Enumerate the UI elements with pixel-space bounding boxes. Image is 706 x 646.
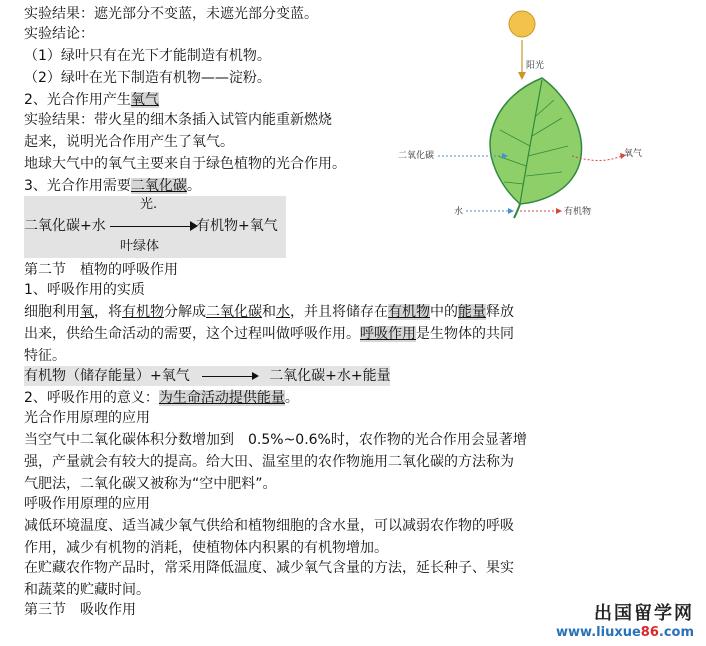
section-3-title: 第三节 吸收作用: [24, 602, 136, 618]
organic-label: 有机物: [564, 207, 592, 217]
keyword-water: 水: [276, 304, 290, 320]
photosynthesis-equation: [24, 196, 286, 258]
arrow-head-icon: [252, 372, 259, 380]
keyword-oxygen: 氧气: [130, 92, 159, 108]
leaf-icon: [490, 78, 582, 204]
application-line-3: 气肥法，二氧化碳又被称为“空中肥料”。: [24, 476, 277, 492]
respiration-application-line-2: 作用，减少有机物的消耗，使植物体内积累的有机物增加。: [24, 540, 388, 556]
respiration-application-heading: 呼吸作用原理的应用: [24, 496, 150, 512]
watermark-url: www.liuxue86.com: [556, 625, 694, 640]
co2-label: 二氧化碳: [398, 151, 435, 161]
heading-oxygen: 2、光合作用产生氧气: [24, 92, 159, 108]
leaf-stem: [514, 204, 520, 218]
keyword-organic-2: 有机物: [388, 304, 430, 320]
equation-products: 有机物+氧气: [196, 218, 278, 234]
keyword-respiration: 呼吸作用: [360, 326, 416, 342]
section-2-title: 第二节 植物的呼吸作用: [24, 262, 178, 278]
keyword-provide-energy: 为生命活动提供能量: [158, 390, 285, 406]
respiration-para-line-3: 特征。: [24, 348, 66, 364]
oxygen-result-line-1: 实验结果：带火星的细木条插入试管内能重新燃烧: [24, 112, 332, 128]
leaf-diagram-svg: [392, 6, 692, 220]
application-line-1: 当空气中二氧化碳体积分数增加到 0.5%~0.6%时，农作物的光合作用会显著增: [24, 432, 527, 448]
oxygen-result-line-2: 起来，说明光合作用产生了氧气。: [24, 134, 234, 150]
respiration-application-line-4: 和蔬菜的贮藏时间。: [24, 582, 150, 598]
equation-reactants: 二氧化碳+水: [24, 218, 106, 234]
arrow-head-icon: [556, 208, 562, 214]
respiration-products: 二氧化碳+水+能量: [269, 368, 391, 384]
conclusion-item-2: （2）绿叶在光下制造有机物——淀粉。: [24, 70, 271, 86]
keyword-co2: 二氧化碳: [130, 178, 187, 194]
heading-respiration-meaning: 2、呼吸作用的意义：为生命活动提供能量。: [24, 390, 299, 406]
arrow-head-icon: [518, 72, 526, 80]
equation-condition-chlorophyll: 叶绿体: [120, 239, 160, 254]
oxygen-label: 氧气: [624, 149, 643, 159]
atmosphere-oxygen-line: 地球大气中的氧气主要来自于绿色植物的光合作用。: [24, 156, 346, 172]
respiration-reactants: 有机物（储存能量）+氧气: [24, 368, 190, 384]
conclusion-heading: 实验结论：: [24, 26, 94, 42]
respiration-arrow: [202, 376, 252, 377]
sun-icon: [509, 11, 535, 37]
respiration-para-line-1: 细胞利用氧，将有机物分解成二氧化碳和水，并且将储存在有机物中的能量释放: [24, 304, 514, 320]
heading-respiration-essence: 1、呼吸作用的实质: [24, 282, 145, 298]
respiration-application-line-3: 在贮藏农作物产品时，常采用降低温度、减少氧气含量的方法，延长种子、果实: [24, 560, 514, 576]
water-label: 水: [454, 207, 464, 217]
application-line-2: 强，产量就会有较大的提高。给大田、温室里的农作物施用二氧化碳的方法称为: [24, 454, 514, 470]
keyword-energy: 能量: [458, 304, 486, 320]
arrow-head-icon: [508, 208, 514, 214]
conclusion-item-1: （1）绿叶只有在光下才能制造有机物。: [24, 48, 271, 64]
sunlight-label: 阳光: [526, 61, 545, 71]
keyword-oxygen-2: 氧: [80, 304, 94, 320]
watermark: [556, 599, 694, 640]
keyword-organic-1: 有机物: [122, 304, 164, 320]
watermark-title: 出国留学网: [594, 603, 694, 624]
keyword-co2-2: 二氧化碳: [206, 304, 262, 320]
equation-condition-light: 光.: [140, 197, 158, 212]
photosynthesis-application-heading: 光合作用原理的应用: [24, 410, 150, 426]
equation-arrow: [110, 226, 194, 227]
respiration-para-line-2: 出来，供给生命活动的需要，这个过程叫做呼吸作用。呼吸作用是生物体的共同: [24, 326, 514, 342]
photosynthesis-diagram: [392, 6, 692, 220]
result-line: 实验结果：遮光部分不变蓝，未遮光部分变蓝。: [24, 6, 318, 22]
heading-co2: 3、光合作用需要二氧化碳。: [24, 178, 201, 194]
respiration-application-line-1: 减低环境温度、适当减少氧气供给和植物细胞的含水量，可以减弱农作物的呼吸: [24, 518, 514, 534]
respiration-equation: [24, 366, 390, 386]
